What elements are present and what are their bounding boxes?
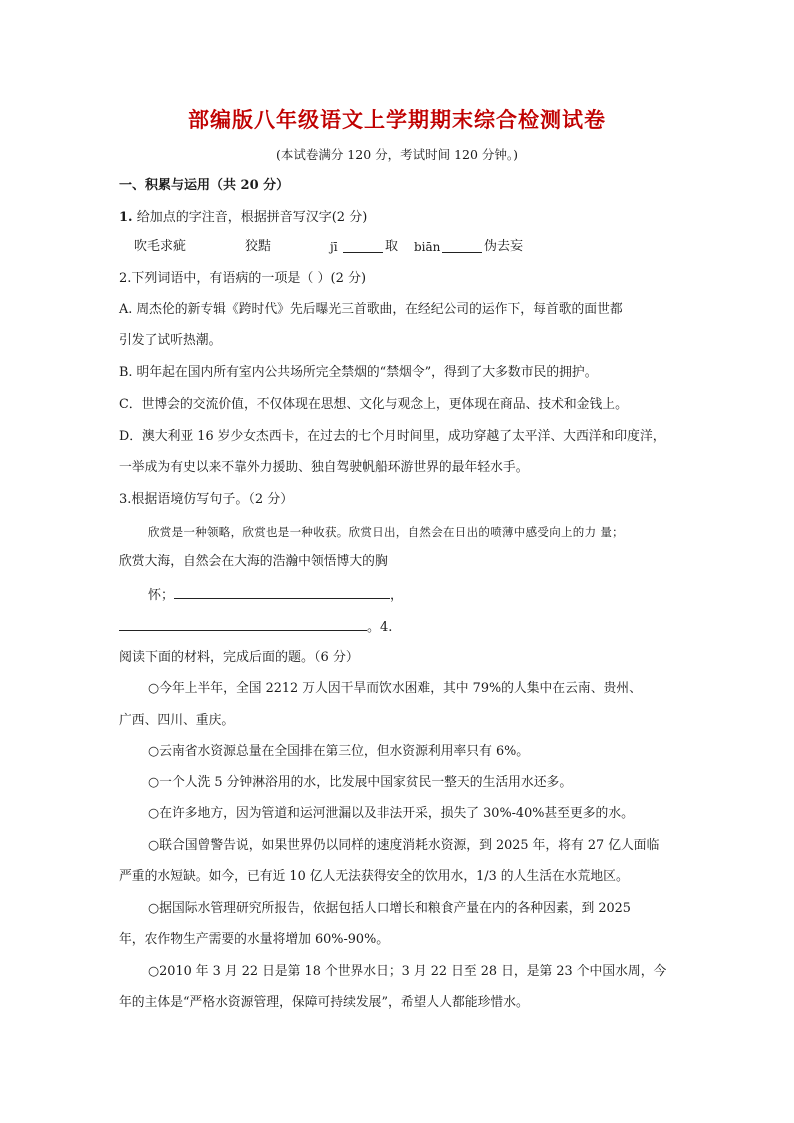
material-item: ○联合国曾警告说，如果世界仍以同样的速度消耗水资源，到 2025 年，将有 27 亿人面临 xyxy=(148,838,660,853)
word-item: 狡黠 xyxy=(245,239,272,254)
material-item: ○今年上半年，全国 2212 万人因干旱而饮水困难，其中 79%的人集中在云南、贵州、 xyxy=(148,681,642,696)
material-item: ○一个人洗 5 分钟淋浴用的水，比发展中国家贫民一整天的生活用水还多。 xyxy=(148,775,573,790)
material-item-cont: 广西、四川、重庆。 xyxy=(119,713,235,728)
question-4: 阅读下面的材料，完成后面的题。（6 分） xyxy=(119,650,359,665)
option-d: D．澳大利亚 16 岁少女杰西卡，在过去的七个月时间里，成功穿越了太平洋、大西洋和印度洋， xyxy=(119,429,666,444)
question-prompt: 给加点的字注音，根据拼音写汉字(2 分) xyxy=(136,210,368,225)
answer-blank[interactable] xyxy=(442,239,482,253)
imitation-line-1 xyxy=(148,585,403,605)
question-1-items xyxy=(0,238,794,256)
option-a-cont: 引发了试听热潮。 xyxy=(119,333,222,348)
material-item: ○2010 年 3 月 22 日是第 18 个世界水日；3 月 22 日至 28 日，是第 23 个中国水周，今 xyxy=(148,964,667,979)
material-item: ○据国际水管理研究所报告，依据包括人口增长和粮食产量在内的各种因素，到 2025 xyxy=(148,901,631,916)
answer-blank[interactable] xyxy=(343,239,383,253)
section-heading: 一、积累与运用（共 20 分） xyxy=(119,178,290,193)
option-b: B. 明年起在国内所有室内公共场所完全禁烟的“禁烟令”，得到了大多数市民的拥护。 xyxy=(119,365,598,380)
material-item: ○在许多地方，因为管道和运河泄漏以及非法开采，损失了 30%-40%甚至更多的水。 xyxy=(148,806,634,821)
question-number: 1. xyxy=(119,210,133,225)
pinyin-item: jī xyxy=(330,240,338,254)
word-item: 伪去妄 xyxy=(484,239,524,254)
option-c: C．世博会的交流价值，不仅体现在思想、文化与观念上，更体现在商品、技术和金钱上。 xyxy=(119,397,628,412)
option-a: A. 周杰伦的新专辑《跨时代》先后曝光三首歌曲，在经纪公司的运作下，每首歌的面世都 xyxy=(119,302,623,317)
line-suffix: 。4. xyxy=(367,620,393,635)
question-1 xyxy=(119,209,367,227)
material-item-cont: 年的主体是“严格水资源管理，保障可持续发展”，希望人人都能珍惜水。 xyxy=(119,995,529,1010)
imitation-line-2 xyxy=(119,617,392,637)
option-d-cont: 一举成为有史以来不靠外力援助、独自驾驶帆船环游世界的最年轻水手。 xyxy=(119,460,529,475)
material-item-cont: 年，农作物生产需要的水量将增加 60%-90%。 xyxy=(119,932,390,947)
line-prefix: 怀； xyxy=(148,588,175,603)
exam-subtitle: (本试卷满分 120 分，考试时间 120 分钟。) xyxy=(275,147,519,162)
material-item: ○云南省水资源总量在全国排在第三位，但水资源利用率只有 6%。 xyxy=(148,744,530,759)
pinyin-item: biān xyxy=(414,240,441,254)
word-item: 取 xyxy=(385,239,399,254)
answer-blank[interactable] xyxy=(119,617,367,631)
question-2: 2.下列词语中，有语病的一项是（ ）(2 分) xyxy=(119,271,367,286)
material-item-cont: 严重的水短缺。如今，已有近 10 亿人无法获得安全的饮用水，1/3 的人生活在水荒地区。 xyxy=(119,869,629,884)
word-item: 吹毛求疵 xyxy=(134,239,187,254)
passage-line: 欣赏大海，自然会在大海的浩瀚中领悟博大的胸 xyxy=(119,554,388,569)
question-3: 3.根据语境仿写句子。（2 分） xyxy=(119,492,294,507)
line-suffix: ， xyxy=(390,588,404,603)
passage-line: 欣赏是一种领略，欣赏也是一种收获。欣赏日出，自然会在日出的喷薄中感受向上的力 量； xyxy=(148,525,624,539)
answer-blank[interactable] xyxy=(174,585,390,599)
page-title: 部编版八年级语文上学期期末综合检测试卷 xyxy=(188,108,606,132)
